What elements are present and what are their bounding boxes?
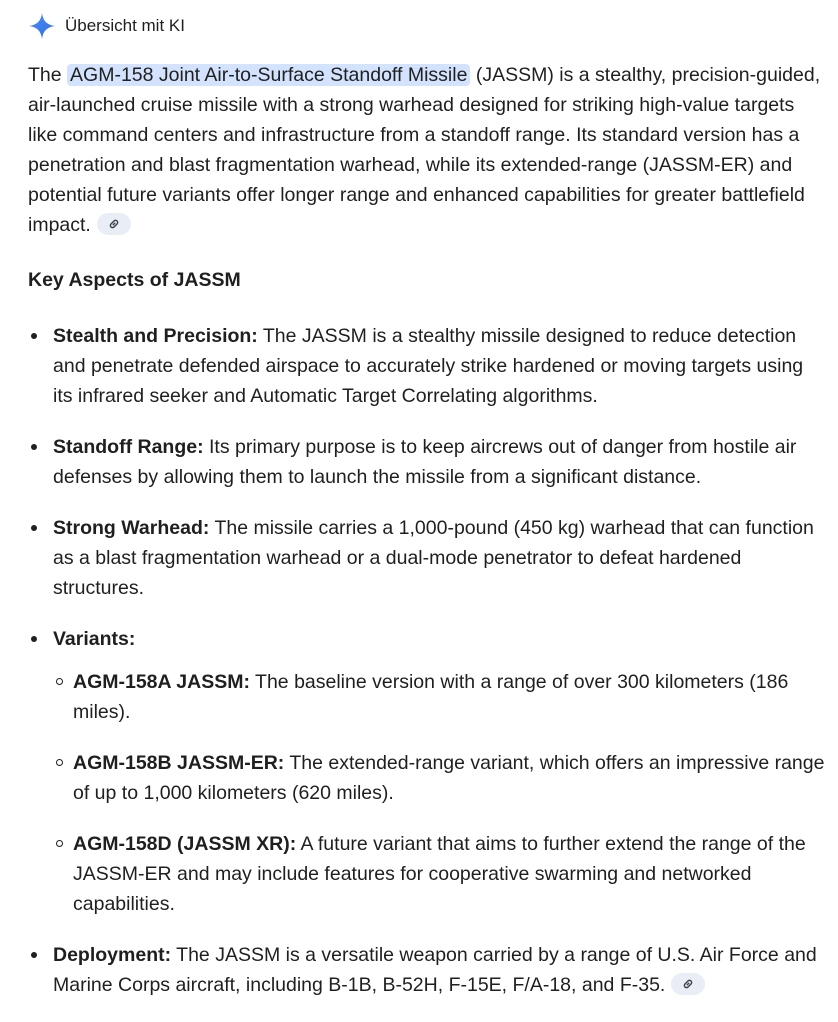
item-label: Strong Warhead: <box>53 517 210 539</box>
item-text: The JASSM is a versatile weapon carried by a range of U.S. Air Force and Marine Corps aircraft, including B-1B, B-52H, F-15E, F/A-18, and F-35. <box>53 944 817 996</box>
item-text: Its primary purpose is to keep aircrews out of danger from hostile air defenses by allowing them to launch the missile from a significant distance. <box>53 436 797 488</box>
variant-text: A future variant that aims to further extend the range of the JASSM-ER and may include features for cooperative swarming and networked capabilities. <box>73 833 806 915</box>
list-item <box>28 321 828 411</box>
source-link-chip[interactable] <box>97 213 131 235</box>
source-link-chip[interactable] <box>671 973 705 995</box>
intro-paragraph <box>28 60 828 240</box>
variant-text: The extended-range variant, which offers an impressive range of up to 1,000 kilometers (620 miles). <box>73 752 825 804</box>
intro-text: (JASSM) is a stealthy, precision-guided, air-launched cruise missile with a strong warhead designed for striking high-value targets like command centers and infrastructure from a standoff range. Its standard version has a penetration and blast fragmentation warhead, while its extended-range (JASSM-ER) and potential future variants offer longer range and enhanced capabilities for greater battlefield impact. <box>28 64 821 236</box>
item-text: The JASSM is a stealthy missile designed to reduce detection and penetrate defended airspace to accurately strike hardened or moving targets using its infrared seeker and Automatic Target Correlating algorithms. <box>53 325 804 407</box>
item-label: Stealth and Precision: <box>53 325 258 347</box>
ai-overview-header <box>28 10 185 42</box>
intro-prefix: The <box>28 64 68 86</box>
link-icon <box>107 217 121 231</box>
list-item <box>28 624 828 919</box>
variant-label: AGM-158A JASSM: <box>73 671 250 693</box>
variants-list <box>53 667 828 919</box>
list-item <box>28 432 828 492</box>
sparkle-icon <box>28 12 56 40</box>
section-heading: Key Aspects of JASSM <box>28 269 241 291</box>
ai-overview-content <box>28 60 828 1021</box>
item-label: Deployment: <box>53 944 172 966</box>
variant-label: AGM-158D (JASSM XR): <box>73 833 297 855</box>
highlighted-term[interactable]: AGM-158 Joint Air-to-Surface Standoff Missile <box>67 64 470 86</box>
aspects-list <box>28 321 828 1000</box>
sub-list-item <box>53 829 828 919</box>
link-icon <box>681 977 695 991</box>
sub-list-item <box>53 667 828 727</box>
item-label: Variants: <box>53 628 136 650</box>
list-item <box>28 940 828 1000</box>
variant-text: The baseline version with a range of over 300 kilometers (186 miles). <box>73 671 789 723</box>
ai-overview-title: Übersicht mit KI <box>65 16 185 35</box>
item-label: Standoff Range: <box>53 436 204 458</box>
list-item <box>28 513 828 603</box>
item-text: The missile carries a 1,000-pound (450 kg) warhead that can function as a blast fragmentation warhead or a dual-mode penetrator to defeat hardened structures. <box>53 517 814 599</box>
variant-label: AGM-158B JASSM-ER: <box>73 752 285 774</box>
sub-list-item <box>53 748 828 808</box>
